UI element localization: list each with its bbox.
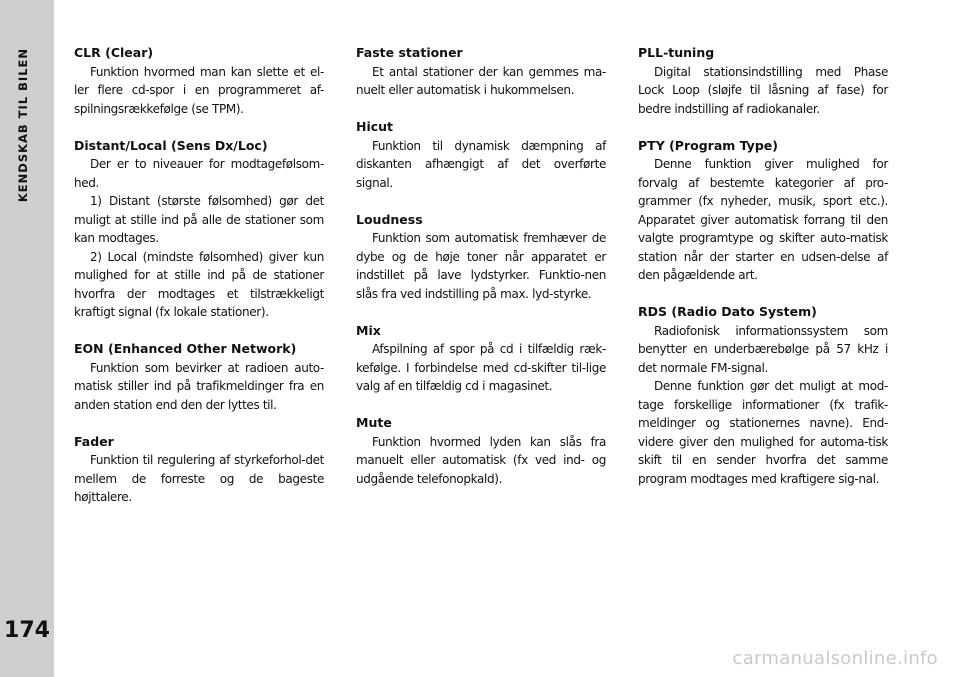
glossary-entry bbox=[356, 211, 606, 304]
entry-heading: Loudness bbox=[356, 211, 423, 227]
entry-paragraph: Funktion som bevirker at radioen auto-matisk stiller ind på trafikmeldinger fra en anden station end den der lyttes til. bbox=[74, 360, 324, 412]
entry-heading: RDS (Radio Dato System) bbox=[638, 304, 817, 319]
entry-heading: Mix bbox=[356, 322, 381, 338]
section-title: KENDSKAB TIL BILEN bbox=[16, 48, 30, 203]
entry-paragraph: Et antal stationer der kan gemmes ma-nuelt eller automatisk i hukommelsen. bbox=[356, 64, 606, 97]
glossary-entry bbox=[74, 340, 324, 414]
entry-heading: Hicut bbox=[356, 119, 394, 134]
text-column-2 bbox=[356, 44, 606, 507]
entry-paragraph: Funktion til regulering af styrkeforhol-det mellem de forreste og de bageste højttalere. bbox=[74, 453, 324, 504]
entry-heading: Faste stationer bbox=[356, 45, 463, 60]
entry-paragraph: Denne funktion gør det muligt at mod-tage forskellige informationer (fx trafik-meldinger og stationernes navne). End-videre giver den mulighed for automa-tisk skift til en sender hvorfra det samme program modtages med kraftigere sig-nal. bbox=[638, 379, 888, 486]
watermark-link[interactable]: carmanualsonline.info bbox=[732, 648, 938, 669]
glossary-entry bbox=[638, 303, 888, 488]
entry-paragraph: Digital stationsindstilling med Phase Lock Loop (sløjfe til låsning af fase) for bedre indstilling af radiokanaler. bbox=[638, 64, 888, 116]
glossary-entry bbox=[74, 433, 324, 507]
page-number: 174 bbox=[4, 618, 50, 643]
entry-heading: PTY (Program Type) bbox=[638, 137, 778, 153]
text-column-1 bbox=[74, 44, 324, 525]
glossary-entry bbox=[356, 322, 606, 396]
entry-paragraph: 1) Distant (største følsomhed) gør det muligt at stille ind på alle de stationer som kan modtages. bbox=[74, 194, 324, 245]
entry-paragraph: Afspilning af spor på cd i tilfældig ræk-kefølge. I forbindelse med cd-skifter til-lige valg af en tilfældig cd i magasinet. bbox=[356, 342, 606, 393]
entry-paragraph: Radiofonisk informationssystem som benytter en underbærebølge på 57 kHz i det normale FM-signal. bbox=[638, 323, 888, 375]
glossary-entry bbox=[74, 137, 324, 322]
sidebar bbox=[0, 0, 54, 677]
glossary-entry bbox=[356, 414, 606, 488]
entry-paragraph: Denne funktion giver mulighed for forvalg af bestemte kategorier af pro-grammer (fx nyheder, musik, sport etc.). Apparatet giver automatisk forrang til den valgte programtype og skifter auto-matisk station når der starter en udsen-delse af den pågældende art. bbox=[638, 157, 888, 282]
entry-paragraph: Der er to niveauer for modtagefølsom-hed. bbox=[74, 157, 324, 190]
entry-paragraph: Funktion som automatisk fremhæver de dybe og de høje toner når apparatet er indstillet på lave lydstyrker. Funktio-nen slås fra ved indstilling på max. lyd-styrke. bbox=[356, 231, 606, 301]
text-column-3 bbox=[638, 44, 888, 507]
entry-heading: Fader bbox=[74, 433, 114, 449]
entry-paragraph: Funktion hvormed lyden kan slås fra manuelt eller automatisk (fx ved ind- og udgående telefonopkald). bbox=[356, 434, 606, 486]
entry-paragraph: Funktion til dynamisk dæmpning af diskanten afhængigt af det overførte signal. bbox=[356, 138, 606, 190]
entry-heading: EON (Enhanced Other Network) bbox=[74, 341, 297, 356]
entry-heading: PLL-tuning bbox=[638, 45, 715, 60]
glossary-entry bbox=[638, 137, 888, 285]
entry-heading: CLR (Clear) bbox=[74, 45, 154, 60]
glossary-entry bbox=[356, 44, 606, 100]
entry-paragraph: 2) Local (mindste følsomhed) giver kun mulighed for at stille ind på de stationer hvorfra der modtages et tilstrækkeligt kraftigt signal (fx lokale stationer). bbox=[74, 249, 324, 319]
glossary-entry bbox=[638, 44, 888, 118]
entry-heading: Distant/Local (Sens Dx/Loc) bbox=[74, 137, 268, 153]
entry-paragraph: Funktion hvormed man kan slette et el-ler flere cd-spor i en programmeret af-spilningsrækkefølge (se TPM). bbox=[74, 64, 324, 116]
glossary-entry bbox=[74, 44, 324, 118]
entry-heading: Mute bbox=[356, 415, 392, 430]
glossary-entry bbox=[356, 118, 606, 192]
